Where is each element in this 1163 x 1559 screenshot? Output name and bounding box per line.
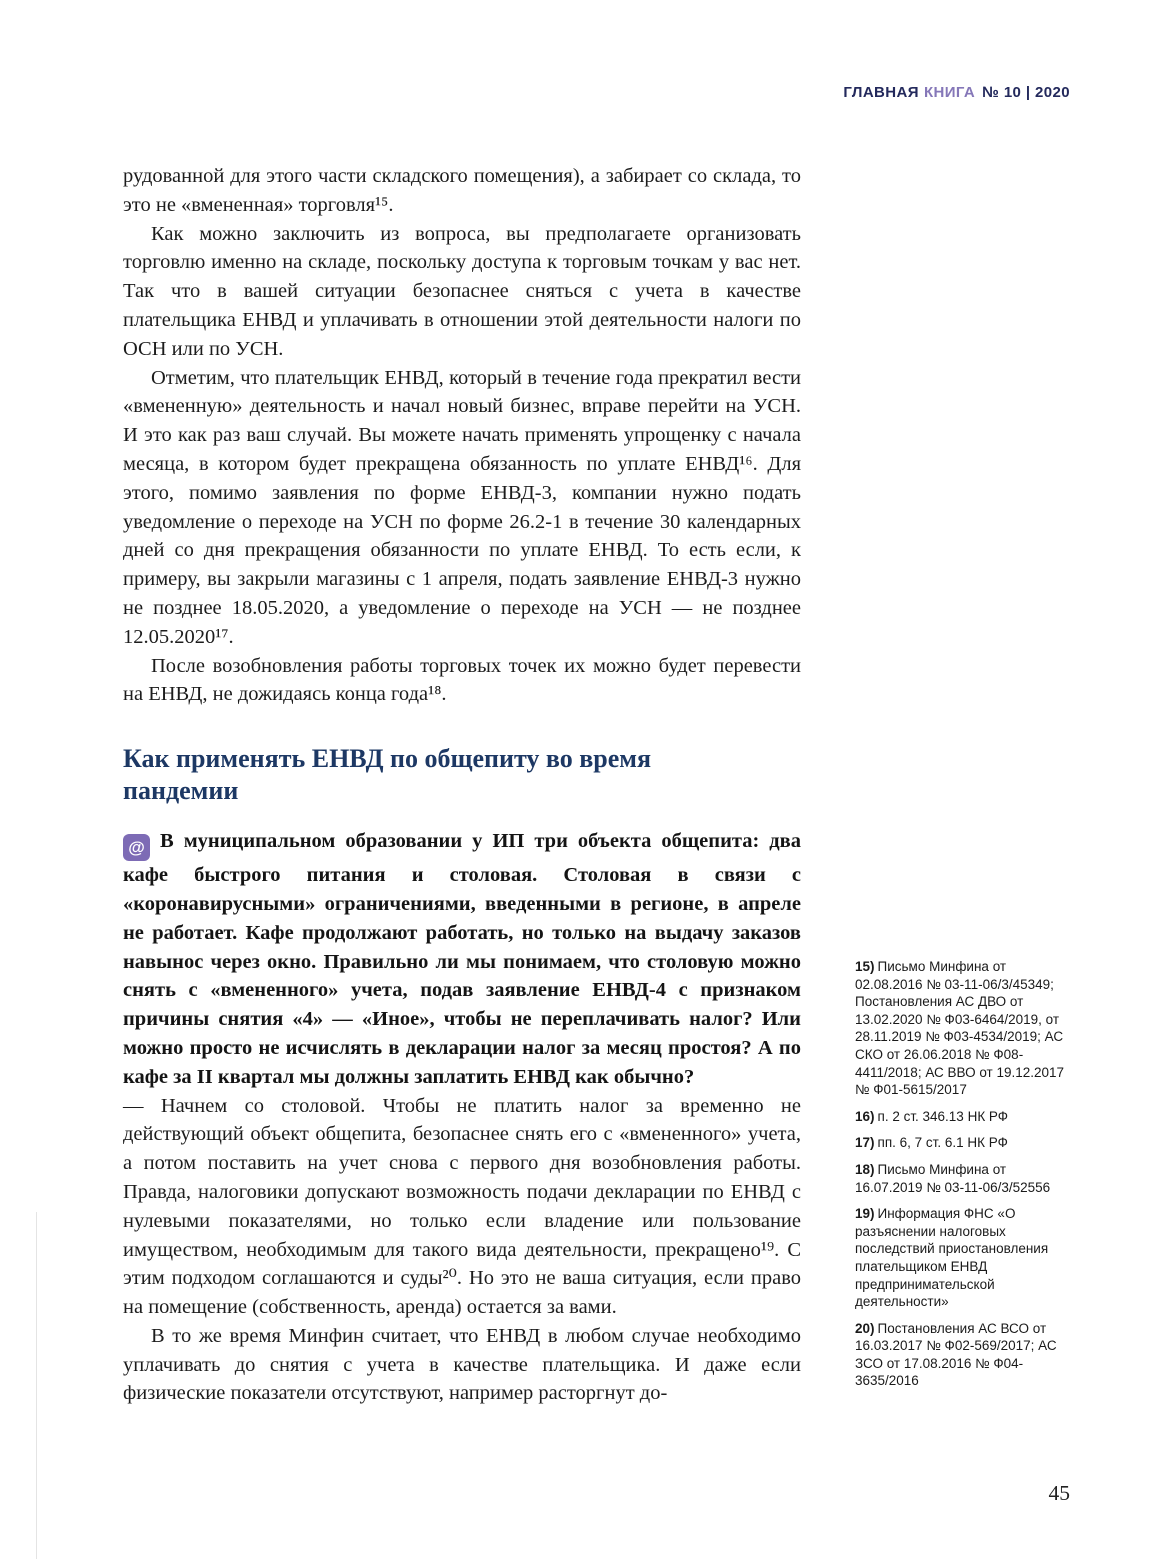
footnote <box>855 958 1075 1099</box>
footnote-text: Письмо Минфина от 02.08.2016 № 03-11-06/3/45349; Постановления АС ДВО от 13.02.2020 № Ф03-6464/2019, от 28.11.2019 № Ф03-4534/2019; АС СКО от 26.06.2018 № Ф08-4411/2018; АС ВВО от 19.12.2017 № Ф01-5615/2017 <box>855 959 1065 1098</box>
footnote <box>855 1320 1075 1390</box>
footnote-text: Письмо Минфина от 16.07.2019 № 03-11-06/3/52556 <box>855 1161 1051 1195</box>
footnote-number: 17) <box>855 1135 875 1151</box>
footnote <box>855 1161 1075 1196</box>
footnote <box>855 1205 1075 1311</box>
question-at-icon: @ <box>123 834 150 861</box>
footnote-text: Информация ФНС «О разъяснении налоговых последствий приостановления плательщиком ЕНВД предпринимательской деятельности» <box>855 1206 1049 1310</box>
page-fold-line <box>36 1212 37 1559</box>
question-text: В муниципальном образовании у ИП три объекта общепита: два кафе быстрого питания и столовая. Столовая в связи с «коронавирусными» ограничениями, введенными в регионе, в апреле не работает. Кафе продолжают работать, но только на выдачу заказов навынос через окно. Правильно ли мы понимаем, что столовую можно снять с «вмененного» учета, подав заявление ЕНВД-4 с признаком причины снятия «4» — «Иное», чтобы не переплачивать налог? Или можно просто не исчислять в декларации налог за месяц простоя? А по кафе за II квартал мы должны заплатить ЕНВД как обычно? <box>123 830 801 1088</box>
footnote-number: 20) <box>855 1320 875 1336</box>
body-paragraph: Как можно заключить из вопроса, вы предполагаете организовать торговлю именно на складе, поскольку доступа к торговым точкам у вас нет. Так что в вашей ситуации безопаснее сняться с учета в качестве плательщика ЕНВД и уплачивать в отношении этой деятельности налоги по ОСН или по УСН. <box>123 222 801 360</box>
article-body <box>123 162 801 1408</box>
brand-kniga: КНИГА <box>923 84 976 101</box>
page-number: 45 <box>1048 1481 1070 1505</box>
body-paragraph: После возобновления работы торговых точек их можно будет перевести на ЕНВД, не дожидаясь конца года¹⁸. <box>123 654 801 706</box>
footnote-number: 19) <box>855 1206 875 1222</box>
footnote <box>855 1108 1075 1126</box>
issue-number: № 10 | 2020 <box>982 84 1070 101</box>
footnote <box>855 1134 1075 1152</box>
footnote-number: 18) <box>855 1161 875 1177</box>
footnotes-sidebar <box>855 958 1075 1399</box>
body-paragraph: Отметим, что плательщик ЕНВД, который в течение года прекратил вести «вмененную» деятельность и начал новый бизнес, вправе перейти на УСН. И это как раз ваш случай. Вы можете начать применять упрощенку с начала месяца, в котором будет прекращена обязанность по уплате ЕНВД¹⁶. Для этого, помимо заявления по форме ЕНВД-3, компании нужно подать уведомление о переходе на УСН по форме 26.2-1 в течение 30 календарных дней со дня прекращения обязанности по уплате ЕНВД. То есть если, к примеру, вы закрыли магазины с 1 апреля, подать заявление ЕНВД-3 нужно не позднее 18.05.2020, а уведомление о переходе на УСН — не позднее 12.05.2020¹⁷. <box>123 366 801 648</box>
body-paragraph: рудованной для этого части складского помещения), а забирает со склада, то это не «вмененная» торговля¹⁵. <box>123 165 801 216</box>
magazine-header <box>843 84 1070 101</box>
footnote-text: пп. 6, 7 ст. 6.1 НК РФ <box>877 1135 1008 1151</box>
footnote-number: 16) <box>855 1108 875 1124</box>
brand-glavnaya: ГЛАВНАЯ <box>843 84 919 101</box>
answer-paragraph: — Начнем со столовой. Чтобы не платить налог за временно не действующий объект общепита, безопаснее снять его с «вмененного» учета, а потом поставить на учет снова с первого дня возобновления работы. Правда, налоговики допускают возможность подачи декларации по ЕНВД с нулевыми показателями, но только если владение или пользование имуществом, необходимым для такого вида деятельности, прекращено¹⁹. С этим подходом соглашаются и суды²⁰. Но это не ваша ситуация, если право на помещение (собственность, аренда) остается за вами. <box>123 1094 801 1319</box>
answer-paragraph: В то же время Минфин считает, что ЕНВД в любом случае необходимо уплачивать до снятия с учета в качестве плательщика. И даже если физические показатели отсутствуют, например расторгнут до- <box>123 1324 801 1405</box>
section-heading: Как применять ЕНВД по общепиту во время пандемии <box>123 744 652 806</box>
question-paragraph <box>123 827 801 1091</box>
footnote-number: 15) <box>855 959 875 974</box>
footnote-text: Постановления АС ВСО от 16.03.2017 № Ф02-569/2017; АС ЗСО от 17.08.2016 № Ф04-3635/2016 <box>855 1320 1057 1389</box>
footnote-text: п. 2 ст. 346.13 НК РФ <box>877 1108 1009 1124</box>
